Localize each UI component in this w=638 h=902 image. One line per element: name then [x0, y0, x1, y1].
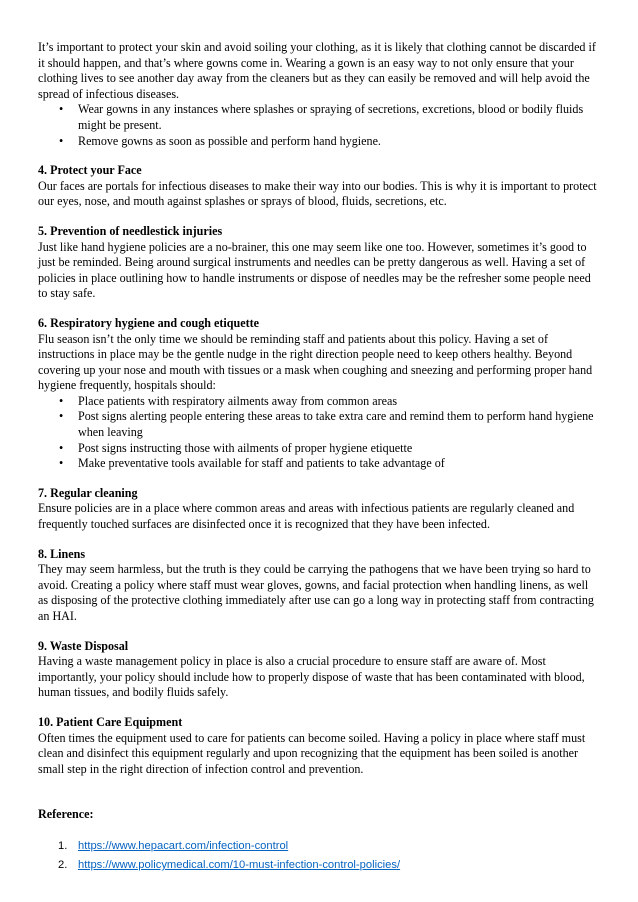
section-heading-respiratory: 6. Respiratory hygiene and cough etiquette [38, 315, 260, 330]
section-paragraph-needlestick: Just like hand hygiene policies are a no-brainer, this one may seem like one too. However, sometimes it’s good to just be reminded. Being around surgical instruments and needles can be pretty dangerous as well. Having a set of policies in place outlining how to handle instruments or dispose of needles may be the refresher some people need to stay safe. [38, 239, 591, 301]
section-heading-linens: 8. Linens [38, 546, 86, 561]
section-paragraph-respiratory: Flu season isn’t the only time we should be reminding staff and patients about this policy. Having a set of instructions in place may be the gentle nudge in the right direction people need to keep others healthy. Beyond covering up your nose and mouth with tissues or a mask when coughing and sneezing and performing proper hand hygiene frequently, hospitals should: [38, 331, 593, 393]
section-heading-needlestick: 5. Prevention of needlestick injuries [38, 223, 223, 238]
list-item [38, 102, 598, 133]
reference-list [38, 837, 598, 875]
list-item-text: Wear gowns in any instances where splashes or spraying of secretions, excretions, blood or bodily fluids might be present. [78, 102, 584, 132]
list-item-text: Place patients with respiratory ailments away from common areas [78, 393, 398, 408]
section-paragraph-waste-disposal: Having a waste management policy in place is also a crucial procedure to ensure staff are aware of. Most importantly, your policy should include how to properly dispose of waste that has been contaminated with blood, human tissues, and bodily fluids safely. [38, 654, 585, 700]
intro-bullet-list [38, 102, 598, 149]
reference-link-policymedical[interactable]: https://www.policymedical.com/10-must-infection-control-policies/ [78, 858, 401, 871]
bullet-icon: • [59, 440, 64, 455]
reference-link-hepacart[interactable]: https://www.hepacart.com/infection-control [78, 839, 289, 852]
list-item [38, 441, 598, 457]
bullet-icon: • [59, 409, 64, 424]
list-item-text: Post signs alerting people entering these areas to take extra care and remind them to perform hand hygiene when leaving [78, 409, 594, 440]
section-heading-regular-cleaning: 7. Regular cleaning [38, 485, 138, 500]
list-item-text: Remove gowns as soon as possible and perform hand hygiene. [78, 133, 381, 148]
bullet-icon: • [59, 393, 64, 408]
section-paragraph-linens: They may seem harmless, but the truth is they could be carrying the pathogens that we have been trying so hard to avoid. Creating a policy where staff must wear gloves, gowns, and facial protection when handling linens, as well as disposing of the protective clothing immediately after use can go a long way in protecting staff from contracting an HAI. [38, 562, 594, 623]
reference-number: 1. [58, 839, 68, 852]
list-item [38, 856, 598, 875]
section-paragraph-regular-cleaning: Ensure policies are in a place where common areas and areas with infectious patients are regularly cleaned and frequently touched surfaces are disinfected once it is recognized that they have been infected. [38, 501, 575, 532]
list-item-text: Make preventative tools available for staff and patients to take advantage of [78, 456, 445, 471]
bullet-icon: • [59, 102, 64, 117]
reference-heading: Reference: [38, 807, 94, 822]
bullet-icon: • [59, 133, 64, 148]
list-item [38, 456, 598, 472]
section-heading-protect-face: 4. Protect your Face [38, 163, 142, 178]
respiratory-bullet-list [38, 394, 598, 472]
section-paragraph-patient-care-equipment: Often times the equipment used to care for patients can become soiled. Having a policy in place where staff must clean and disinfect this equipment regularly and upon recognizing that the equipment has been soiled is another small step in the right direction of infection control and prevention. [38, 730, 586, 776]
section-heading-waste-disposal: 9. Waste Disposal [38, 638, 129, 653]
intro-paragraph: It’s important to protect your skin and avoid soiling your clothing, as it is likely that clothing cannot be discarded if it should happen, and that’s where gowns come in. Wearing a gown is an easy way to not only ensure that your clothing lives to see another day away from the cleaners but as they can easily be removed and will help avoid the spread of infectious diseases. [38, 40, 596, 101]
section-paragraph-protect-face: Our faces are portals for infectious diseases to make their way into our bodies. This is why it is important to protect our eyes, nose, and mouth against splashes or sprays of blood, fluids, secretions, etc. [38, 178, 597, 209]
document-page [38, 40, 598, 875]
list-item [38, 837, 598, 856]
list-item [38, 409, 598, 440]
list-item [38, 394, 598, 410]
section-heading-patient-care-equipment: 10. Patient Care Equipment [38, 714, 183, 729]
bullet-icon: • [59, 456, 64, 471]
list-item [38, 134, 598, 150]
reference-number: 2. [58, 858, 68, 871]
list-item-text: Post signs instructing those with ailments of proper hygiene etiquette [78, 440, 413, 455]
